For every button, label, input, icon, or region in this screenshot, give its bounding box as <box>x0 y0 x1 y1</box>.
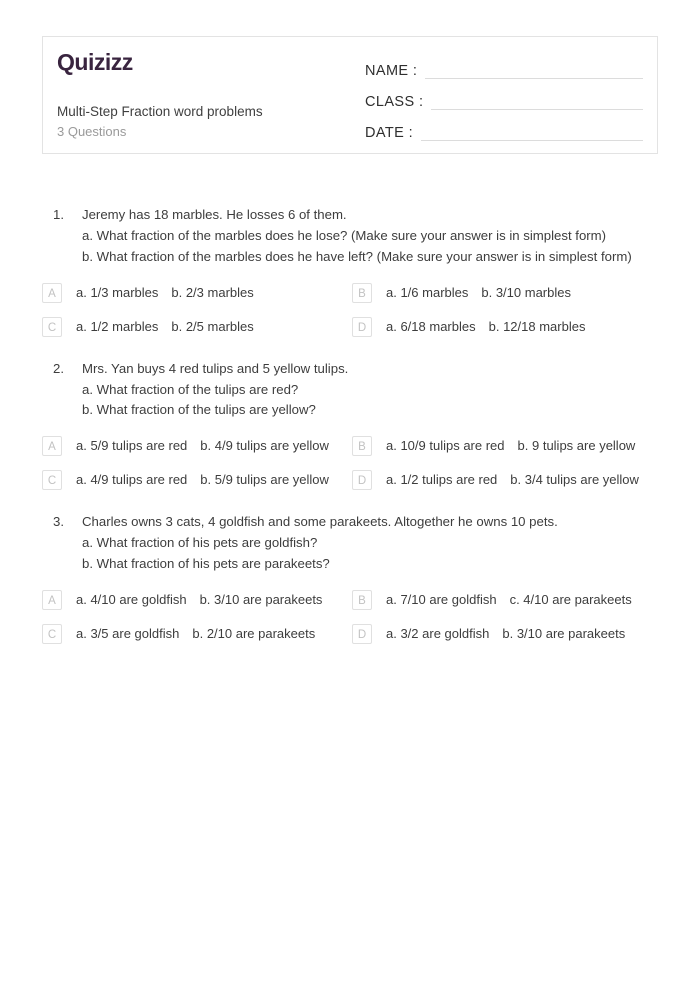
option-b[interactable] <box>352 589 662 610</box>
field-row-class <box>365 82 643 113</box>
brand-area <box>57 47 357 140</box>
option-part-a: a. 1/2 marbles <box>76 318 159 334</box>
quiz-question-count: 3 Questions <box>57 123 127 139</box>
option-part-b: b. 2/10 are parakeets <box>192 625 316 641</box>
question-line: a. What fraction of his pets are goldfish? <box>82 535 318 551</box>
option-part-a: a. 6/18 marbles <box>386 318 476 334</box>
question-header <box>42 359 662 422</box>
worksheet-header-card <box>42 36 658 154</box>
option-d[interactable] <box>352 469 662 490</box>
option-text <box>386 469 658 490</box>
option-a[interactable] <box>42 435 352 456</box>
option-letter-badge: A <box>42 283 62 303</box>
question-line: b. What fraction of the marbles does he have left? (Make sure your answer is in simplest form) <box>82 248 632 264</box>
option-letter-badge: C <box>42 470 62 490</box>
option-part-a: a. 10/9 tulips are red <box>386 438 505 454</box>
options-grid <box>42 435 662 503</box>
question-line: Charles owns 3 cats, 4 goldfish and some parakeets. Altogether he owns 10 pets. <box>82 514 558 530</box>
quizizz-logo <box>57 51 357 74</box>
class-field-input[interactable] <box>431 108 643 110</box>
question-block <box>42 512 662 657</box>
quizizz-logo-text: Quizizz <box>57 49 133 75</box>
date-field-label: DATE : <box>365 125 414 141</box>
option-text <box>76 589 348 610</box>
option-part-a: a. 5/9 tulips are red <box>76 438 188 454</box>
option-part-b: b. 5/9 tulips are yellow <box>200 472 329 488</box>
option-letter-badge: A <box>42 436 62 456</box>
option-d[interactable] <box>352 316 662 337</box>
name-field-label: NAME : <box>365 63 418 79</box>
question-text <box>82 359 662 422</box>
questions-list <box>42 205 662 666</box>
question-number: 3. <box>53 514 64 530</box>
option-part-a: a. 4/10 are goldfish <box>76 591 187 607</box>
option-text <box>76 316 348 337</box>
option-part-b: b. 3/4 tulips are yellow <box>510 472 639 488</box>
option-text <box>386 435 658 456</box>
question-line: Mrs. Yan buys 4 red tulips and 5 yellow tulips. <box>82 360 349 376</box>
option-text <box>76 435 348 456</box>
options-grid <box>42 282 662 350</box>
name-field-input[interactable] <box>425 77 643 79</box>
option-part-b: b. 9 tulips are yellow <box>517 438 636 454</box>
question-number: 1. <box>53 207 64 222</box>
option-part-b: b. 12/18 marbles <box>488 318 586 334</box>
option-text <box>386 589 658 610</box>
option-letter-badge: D <box>352 624 372 644</box>
option-c[interactable] <box>42 469 352 490</box>
option-text <box>386 282 658 303</box>
question-block <box>42 205 662 350</box>
option-letter-badge: D <box>352 470 372 490</box>
option-part-a: a. 1/6 marbles <box>386 284 469 300</box>
option-part-b: b. 3/10 are parakeets <box>502 625 626 641</box>
option-a[interactable] <box>42 282 352 303</box>
option-part-b: b. 3/10 are parakeets <box>199 591 323 607</box>
question-header <box>42 512 662 575</box>
student-info-fields <box>365 51 643 144</box>
option-text <box>386 316 658 337</box>
options-grid <box>42 589 662 657</box>
option-text <box>386 623 658 644</box>
option-c[interactable] <box>42 316 352 337</box>
question-line: a. What fraction of the marbles does he lose? (Make sure your answer is in simplest form) <box>82 227 607 243</box>
question-text <box>82 205 662 268</box>
option-part-a: a. 7/10 are goldfish <box>386 591 497 607</box>
option-d[interactable] <box>352 623 662 644</box>
question-line: b. What fraction of the tulips are yellow? <box>82 402 316 418</box>
option-part-b: b. 2/5 marbles <box>171 318 254 334</box>
class-field-label: CLASS : <box>365 94 424 110</box>
question-line: a. What fraction of the tulips are red? <box>82 381 299 397</box>
option-text <box>76 623 348 644</box>
option-b[interactable] <box>352 435 662 456</box>
question-text <box>82 512 662 575</box>
date-field-input[interactable] <box>421 139 643 141</box>
option-part-a: a. 4/9 tulips are red <box>76 472 188 488</box>
question-number: 2. <box>53 360 64 376</box>
option-letter-badge: A <box>42 590 62 610</box>
question-line: b. What fraction of his pets are parakeets? <box>82 556 330 572</box>
option-part-a: a. 1/2 tulips are red <box>386 472 498 488</box>
option-part-a: a. 3/5 are goldfish <box>76 625 180 641</box>
option-b[interactable] <box>352 282 662 303</box>
option-text <box>76 282 348 303</box>
option-part-b: b. 2/3 marbles <box>171 284 254 300</box>
option-letter-badge: B <box>352 590 372 610</box>
option-a[interactable] <box>42 589 352 610</box>
option-letter-badge: B <box>352 283 372 303</box>
option-letter-badge: D <box>352 317 372 337</box>
field-row-date <box>365 113 643 144</box>
option-part-b: b. 3/10 marbles <box>481 284 571 300</box>
option-part-a: a. 3/2 are goldfish <box>386 625 490 641</box>
option-part-b: b. 4/9 tulips are yellow <box>200 438 329 454</box>
option-c[interactable] <box>42 623 352 644</box>
question-block <box>42 359 662 504</box>
option-part-b: c. 4/10 are parakeets <box>509 591 632 607</box>
option-text <box>76 469 348 490</box>
question-line: Jeremy has 18 marbles. He losses 6 of them. <box>82 207 347 222</box>
field-row-name <box>365 51 643 82</box>
option-letter-badge: B <box>352 436 372 456</box>
quiz-title: Multi-Step Fraction word problems <box>57 104 263 119</box>
question-header <box>42 205 662 268</box>
option-letter-badge: C <box>42 317 62 337</box>
option-part-a: a. 1/3 marbles <box>76 284 159 300</box>
option-letter-badge: C <box>42 624 62 644</box>
